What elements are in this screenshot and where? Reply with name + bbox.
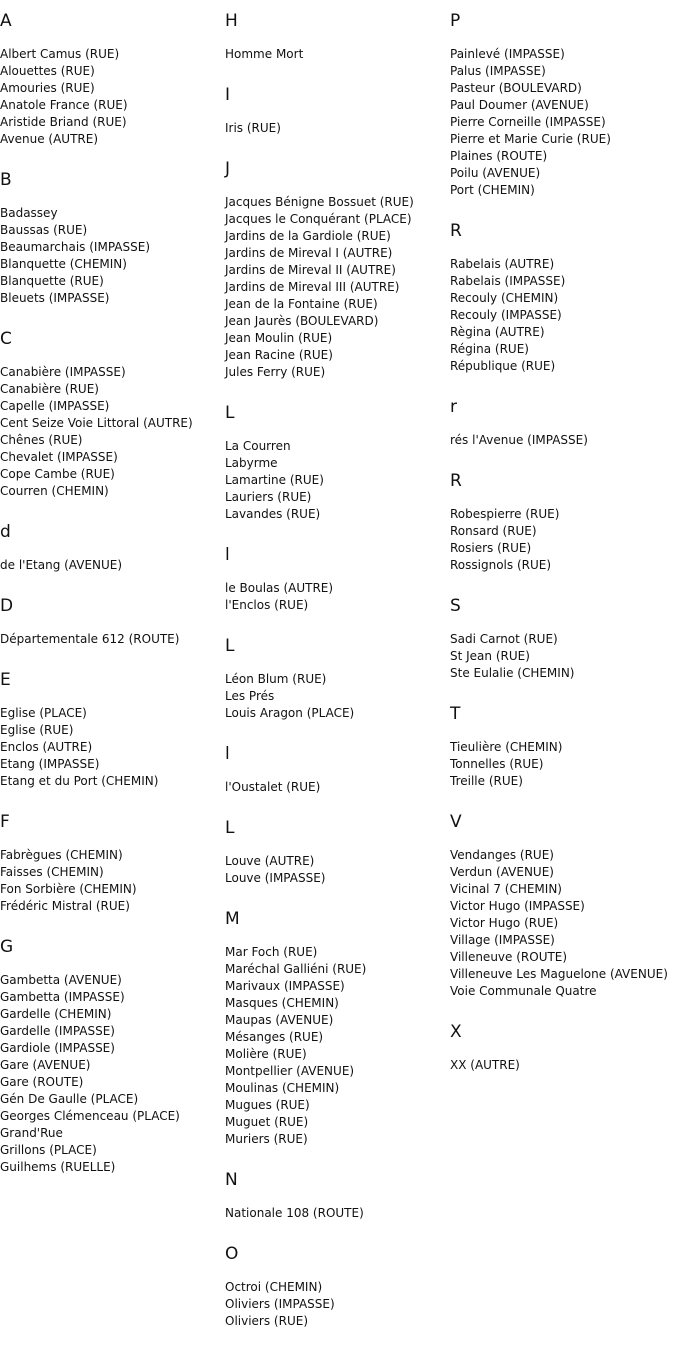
- street-entry: Grillons (PLACE): [0, 1143, 97, 1157]
- letter-group: [225, 82, 450, 137]
- street-entry: Poilu (AVENUE): [450, 166, 541, 180]
- street-entry: Etang (IMPASSE): [0, 757, 100, 771]
- street-entry: Jules Ferry (RUE): [225, 365, 326, 379]
- street-entry: Louve (IMPASSE): [225, 871, 326, 885]
- street-entry: Gardelle (IMPASSE): [0, 1024, 115, 1038]
- street-entry: Fabrègues (CHEMIN): [0, 848, 123, 862]
- street-entry: Tonnelles (RUE): [450, 757, 544, 771]
- street-entry: St Jean (RUE): [450, 649, 530, 663]
- street-entry: l'Oustalet (RUE): [225, 780, 321, 794]
- street-entry: Sadi Carnot (RUE): [450, 632, 558, 646]
- letter-group: [225, 156, 450, 381]
- street-entry: Gambetta (AVENUE): [0, 973, 122, 987]
- street-entry: Robespierre (RUE): [450, 507, 560, 521]
- street-entry: Lauriers (RUE): [225, 490, 312, 504]
- letter-heading: L: [225, 403, 235, 423]
- street-entry: Rabelais (AUTRE): [450, 257, 555, 271]
- letter-group: [225, 815, 450, 887]
- letter-heading: C: [0, 329, 12, 349]
- street-entry: Montpellier (AVENUE): [225, 1064, 355, 1078]
- street-entry: Molière (RUE): [225, 1047, 307, 1061]
- street-entry: le Boulas (AUTRE): [225, 581, 334, 595]
- street-entry: Régina (RUE): [450, 342, 529, 356]
- letter-group: [0, 593, 225, 648]
- letter-heading: R: [450, 471, 462, 491]
- street-entry: Règina (AUTRE): [450, 325, 545, 339]
- letter-heading: M: [225, 909, 240, 929]
- letter-group: [225, 542, 450, 614]
- street-entry: Guilhems (RUELLE): [0, 1160, 116, 1174]
- street-entry: République (RUE): [450, 359, 556, 373]
- street-entry: Jardins de la Gardiole (RUE): [225, 229, 391, 243]
- street-entry: Pierre et Marie Curie (RUE): [450, 132, 611, 146]
- street-entry: Jean de la Fontaine (RUE): [225, 297, 378, 311]
- street-entry: Verdun (AVENUE): [450, 865, 554, 879]
- street-entry: Palus (IMPASSE): [450, 64, 546, 78]
- street-entry: Villeneuve Les Maguelone (AVENUE): [450, 967, 668, 981]
- street-entry: Port (CHEMIN): [450, 183, 535, 197]
- street-entry: Gén De Gaulle (PLACE): [0, 1092, 139, 1106]
- letter-heading: D: [0, 596, 14, 616]
- street-entry: Oliviers (IMPASSE): [225, 1297, 335, 1311]
- letter-heading: G: [0, 937, 14, 957]
- letter-heading: V: [450, 812, 462, 832]
- street-entry: Cent Seize Voie Littoral (AUTRE): [0, 416, 193, 430]
- street-entry: Pierre Corneille (IMPASSE): [450, 115, 606, 129]
- street-entry: Tieulière (CHEMIN): [450, 740, 563, 754]
- letter-group: [450, 218, 675, 375]
- letter-heading: R: [450, 221, 462, 241]
- street-entry: XX (AUTRE): [450, 1058, 520, 1072]
- street-entry: Anatole France (RUE): [0, 98, 128, 112]
- street-entry: Gare (AVENUE): [0, 1058, 91, 1072]
- letter-heading: H: [225, 11, 238, 31]
- street-entry: Faisses (CHEMIN): [0, 865, 104, 879]
- street-entry: l'Enclos (RUE): [225, 598, 309, 612]
- street-entry: Pasteur (BOULEVARD): [450, 81, 582, 95]
- street-entry: Albert Camus (RUE): [0, 47, 120, 61]
- street-entry: Amouries (RUE): [0, 81, 95, 95]
- street-entry: Avenue (AUTRE): [0, 132, 99, 146]
- letter-group: [0, 809, 225, 915]
- letter-heading: B: [0, 170, 12, 190]
- letter-heading: L: [225, 636, 235, 656]
- letter-group: [225, 1241, 450, 1330]
- letter-group: [450, 809, 675, 1000]
- street-entry: Maupas (AVENUE): [225, 1013, 334, 1027]
- street-entry: Oliviers (RUE): [225, 1314, 308, 1328]
- street-entry: Homme Mort: [225, 47, 304, 61]
- street-entry: Lamartine (RUE): [225, 473, 324, 487]
- street-entry: Plaines (ROUTE): [450, 149, 548, 163]
- street-entry: Recouly (IMPASSE): [450, 308, 562, 322]
- street-entry: Jean Racine (RUE): [225, 348, 333, 362]
- street-entry: Jean Moulin (RUE): [225, 331, 333, 345]
- letter-group: [450, 8, 675, 199]
- street-entry: Moulinas (CHEMIN): [225, 1081, 340, 1095]
- street-entry: Etang et du Port (CHEMIN): [0, 774, 159, 788]
- letter-heading: E: [0, 670, 11, 690]
- street-entry: Chevalet (IMPASSE): [0, 450, 118, 464]
- letter-heading: N: [225, 1170, 238, 1190]
- letter-group: [225, 633, 450, 722]
- street-entry: de l'Etang (AVENUE): [0, 558, 123, 572]
- letter-group: [450, 701, 675, 790]
- letter-heading: A: [0, 11, 12, 31]
- street-entry: Village (IMPASSE): [450, 933, 555, 947]
- street-entry: Eglise (PLACE): [0, 706, 87, 720]
- letter-group: [225, 906, 450, 1148]
- letter-group: [0, 667, 225, 790]
- street-entry: Muguet (RUE): [225, 1115, 309, 1129]
- street-entry: Jardins de Mireval I (AUTRE): [225, 246, 393, 260]
- letter-heading: J: [225, 159, 231, 179]
- letter-heading: X: [450, 1022, 462, 1042]
- letter-group: [450, 468, 675, 574]
- street-entry: Painlevé (IMPASSE): [450, 47, 565, 61]
- letter-heading: P: [450, 11, 461, 31]
- street-entry: Ronsard (RUE): [450, 524, 537, 538]
- street-entry: Beaumarchais (IMPASSE): [0, 240, 150, 254]
- letter-group: [225, 400, 450, 523]
- street-entry: Paul Doumer (AVENUE): [450, 98, 589, 112]
- street-entry: Jean Jaurès (BOULEVARD): [225, 314, 379, 328]
- street-entry: Gardiole (IMPASSE): [0, 1041, 115, 1055]
- street-entry: Mésanges (RUE): [225, 1030, 324, 1044]
- street-entry: Gardelle (CHEMIN): [0, 1007, 112, 1021]
- street-entry: Courren (CHEMIN): [0, 484, 109, 498]
- street-entry: Rossignols (RUE): [450, 558, 552, 572]
- street-entry: Jardins de Mireval III (AUTRE): [225, 280, 400, 294]
- letter-heading: T: [450, 704, 461, 724]
- letter-group: [0, 519, 225, 574]
- street-entry: Mugues (RUE): [225, 1098, 310, 1112]
- street-entry: Maréchal Galliéni (RUE): [225, 962, 367, 976]
- street-entry: Georges Clémenceau (PLACE): [0, 1109, 180, 1123]
- street-entry: Blanquette (CHEMIN): [0, 257, 127, 271]
- street-entry: Octroi (CHEMIN): [225, 1280, 323, 1294]
- street-entry: Grand'Rue: [0, 1126, 63, 1140]
- street-entry: Louve (AUTRE): [225, 854, 315, 868]
- street-entry: Louis Aragon (PLACE): [225, 706, 355, 720]
- street-entry: Vicinal 7 (CHEMIN): [450, 882, 562, 896]
- street-entry: Vendanges (RUE): [450, 848, 554, 862]
- letter-heading: l: [225, 545, 230, 565]
- street-entry: Frédéric Mistral (RUE): [0, 899, 130, 913]
- street-entry: Victor Hugo (IMPASSE): [450, 899, 585, 913]
- letter-heading: l: [225, 744, 230, 764]
- street-entry: Capelle (IMPASSE): [0, 399, 110, 413]
- street-entry: Gare (ROUTE): [0, 1075, 84, 1089]
- street-entry: Muriers (RUE): [225, 1132, 308, 1146]
- street-entry: Labyrme: [225, 456, 278, 470]
- street-entry: Ste Eulalie (CHEMIN): [450, 666, 575, 680]
- street-entry: Gambetta (IMPASSE): [0, 990, 125, 1004]
- street-entry: Victor Hugo (RUE): [450, 916, 559, 930]
- street-entry: Canabière (IMPASSE): [0, 365, 126, 379]
- street-entry: Fon Sorbière (CHEMIN): [0, 882, 137, 896]
- street-entry: Jardins de Mireval II (AUTRE): [225, 263, 396, 277]
- letter-group: [225, 1167, 450, 1222]
- street-entry: Chênes (RUE): [0, 433, 83, 447]
- index-column: [450, 8, 675, 1093]
- street-entry: Canabière (RUE): [0, 382, 99, 396]
- street-entry: Recouly (CHEMIN): [450, 291, 559, 305]
- letter-group: [225, 741, 450, 796]
- street-entry: Rabelais (IMPASSE): [450, 274, 566, 288]
- street-entry: Mar Foch (RUE): [225, 945, 318, 959]
- index-column: [0, 8, 225, 1195]
- letter-heading: S: [450, 596, 461, 616]
- letter-heading: O: [225, 1244, 239, 1264]
- letter-group: [0, 8, 225, 148]
- letter-group: [450, 1019, 675, 1074]
- street-entry: Iris (RUE): [225, 121, 281, 135]
- street-entry: Jacques le Conquérant (PLACE): [225, 212, 412, 226]
- index-column: [225, 8, 450, 1349]
- street-entry: La Courren: [225, 439, 291, 453]
- street-entry: Rosiers (RUE): [450, 541, 532, 555]
- letter-group: [450, 593, 675, 682]
- letter-heading: d: [0, 522, 11, 542]
- letter-heading: L: [225, 818, 235, 838]
- street-entry: Léon Blum (RUE): [225, 672, 327, 686]
- street-entry: Masques (CHEMIN): [225, 996, 339, 1010]
- street-entry: Enclos (AUTRE): [0, 740, 93, 754]
- letter-group: [0, 326, 225, 500]
- letter-group: [0, 934, 225, 1176]
- street-entry: rés l'Avenue (IMPASSE): [450, 433, 588, 447]
- street-entry: Jacques Bénigne Bossuet (RUE): [225, 195, 414, 209]
- street-entry: Voie Communale Quatre: [450, 984, 597, 998]
- letter-heading: r: [450, 397, 457, 417]
- letter-group: [225, 8, 450, 63]
- street-entry: Aristide Briand (RUE): [0, 115, 127, 129]
- letter-group: [0, 167, 225, 307]
- street-entry: Cope Cambe (RUE): [0, 467, 115, 481]
- street-entry: Alouettes (RUE): [0, 64, 95, 78]
- street-entry: Badassey: [0, 206, 58, 220]
- street-entry: Baussas (RUE): [0, 223, 88, 237]
- letter-heading: F: [0, 812, 10, 832]
- street-entry: Eglise (RUE): [0, 723, 74, 737]
- street-entry: Villeneuve (ROUTE): [450, 950, 568, 964]
- street-entry: Bleuets (IMPASSE): [0, 291, 110, 305]
- street-entry: Lavandes (RUE): [225, 507, 321, 521]
- street-entry: Nationale 108 (ROUTE): [225, 1206, 364, 1220]
- street-entry: Les Prés: [225, 689, 275, 703]
- street-entry: Blanquette (RUE): [0, 274, 104, 288]
- street-entry: Treille (RUE): [450, 774, 523, 788]
- street-entry: Départementale 612 (ROUTE): [0, 632, 180, 646]
- street-entry: Marivaux (IMPASSE): [225, 979, 345, 993]
- letter-heading: I: [225, 85, 231, 105]
- letter-group: [450, 394, 675, 449]
